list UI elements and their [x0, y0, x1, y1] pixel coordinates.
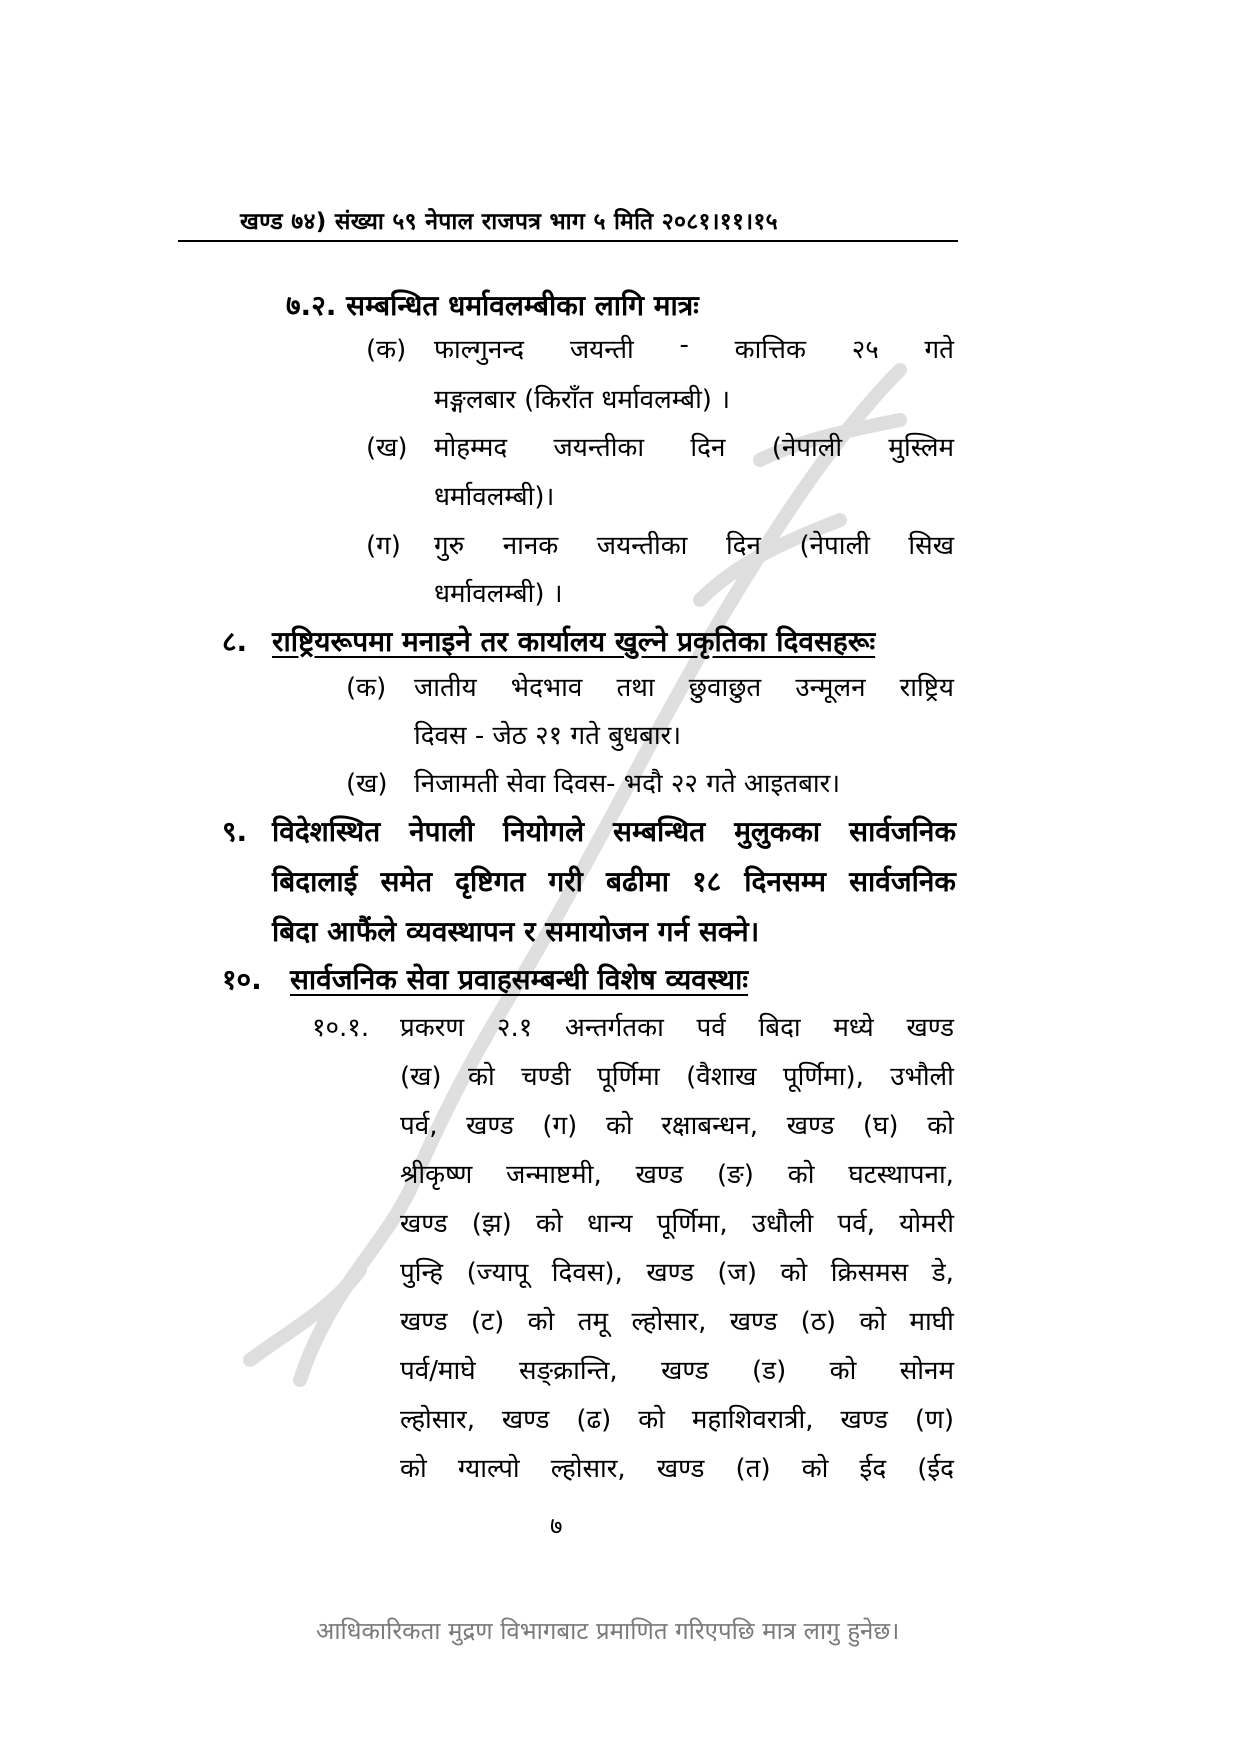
- s10-1-line: खण्ड (ट) को तमू ल्होसार, खण्ड (ठ) को माघी: [400, 1307, 954, 1337]
- section-7-2-heading: ७.२. सम्बन्धित धर्मावलम्बीका लागि मात्रः: [286, 289, 699, 322]
- s10-1-label: १०.१.: [312, 1013, 370, 1043]
- s8-item-ka-line1: जातीय भेदभाव तथा छुवाछुत उन्मूलन राष्ट्रिय: [414, 673, 954, 703]
- section-8-number: ८.: [222, 625, 248, 658]
- item-ga-line1: गुरु नानक जयन्तीका दिन (नेपाली सिख: [434, 531, 954, 561]
- s8-item-kha-line1: निजामती सेवा दिवस- भदौ २२ गते आइतबार।: [414, 769, 841, 799]
- section-10-heading: सार्वजनिक सेवा प्रवाहसम्बन्धी विशेष व्यवस्थाः: [290, 963, 748, 996]
- s10-1-line: पर्व/माघे सङ्क्रान्ति, खण्ड (ड) को सोनम: [400, 1356, 954, 1386]
- section-9-line1: विदेशस्थित नेपाली नियोगले सम्बन्धित मुलुकका सार्वजनिक: [272, 815, 956, 848]
- s8-item-ka-line2: दिवस - जेठ २१ गते बुधबार।: [414, 721, 682, 751]
- item-ga-line2: धर्मावलम्बी) ।: [434, 579, 563, 609]
- item-ka-line2: मङ्गलबार (किराँत धर्मावलम्बी) ।: [434, 385, 731, 415]
- header-rule: [178, 240, 958, 242]
- item-kha-label: (ख): [366, 433, 408, 463]
- s8-item-kha-label: (ख): [346, 769, 388, 799]
- section-10-number: १०.: [222, 963, 262, 996]
- s10-1-line: श्रीकृष्ण जन्माष्टमी, खण्ड (ङ) को घटस्थापना,: [400, 1160, 954, 1190]
- section-9-line3: बिदा आफैंले व्यवस्थापन र समायोजन गर्न सक्ने।: [272, 915, 760, 948]
- item-ka-line1: फाल्गुनन्द जयन्ती - कात्तिक २५ गते: [434, 330, 954, 365]
- item-kha-line1: मोहम्मद जयन्तीका दिन (नेपाली मुस्लिम: [434, 433, 954, 463]
- gazette-header: खण्ड ७४) संख्या ५९ नेपाल राजपत्र भाग ५ मिति २०८१।११।१५: [240, 209, 778, 235]
- s10-1-line: खण्ड (झ) को धान्य पूर्णिमा, उधौली पर्व, योमरी: [400, 1209, 954, 1239]
- item-ga-label: (ग): [366, 531, 401, 561]
- footer-note: आधिकारिकता मुद्रण विभागबाट प्रमाणित गरिएपछि मात्र लागु हुनेछ।: [316, 1617, 900, 1645]
- s10-1-line: प्रकरण २.१ अन्तर्गतका पर्व बिदा मध्ये खण्ड: [400, 1013, 954, 1043]
- s10-1-line: पर्व, खण्ड (ग) को रक्षाबन्धन, खण्ड (घ) को: [400, 1111, 954, 1141]
- section-9-number: ९.: [222, 815, 248, 848]
- page-number: ७: [550, 1512, 563, 1540]
- section-8-heading: राष्ट्रियरूपमा मनाइने तर कार्यालय खुल्ने प्रकृतिका दिवसहरूः: [272, 625, 876, 658]
- s10-1-line: ल्होसार, खण्ड (ढ) को महाशिवरात्री, खण्ड (ण): [400, 1405, 954, 1435]
- s10-1-line: पुन्हि (ज्यापू दिवस), खण्ड (ज) को क्रिसमस डे,: [400, 1258, 954, 1288]
- s10-1-line: को ग्याल्पो ल्होसार, खण्ड (त) को ईद (ईद: [400, 1454, 954, 1484]
- s10-1-line: (ख) को चण्डी पूर्णिमा (वैशाख पूर्णिमा), उभौली: [400, 1062, 954, 1092]
- item-ka-label: (क): [366, 335, 407, 365]
- item-kha-line2: धर्मावलम्बी)।: [434, 482, 555, 512]
- s8-item-ka-label: (क): [346, 673, 387, 703]
- section-9-line2: बिदालाई समेत दृष्टिगत गरी बढीमा १८ दिनसम्म सार्वजनिक: [272, 865, 956, 898]
